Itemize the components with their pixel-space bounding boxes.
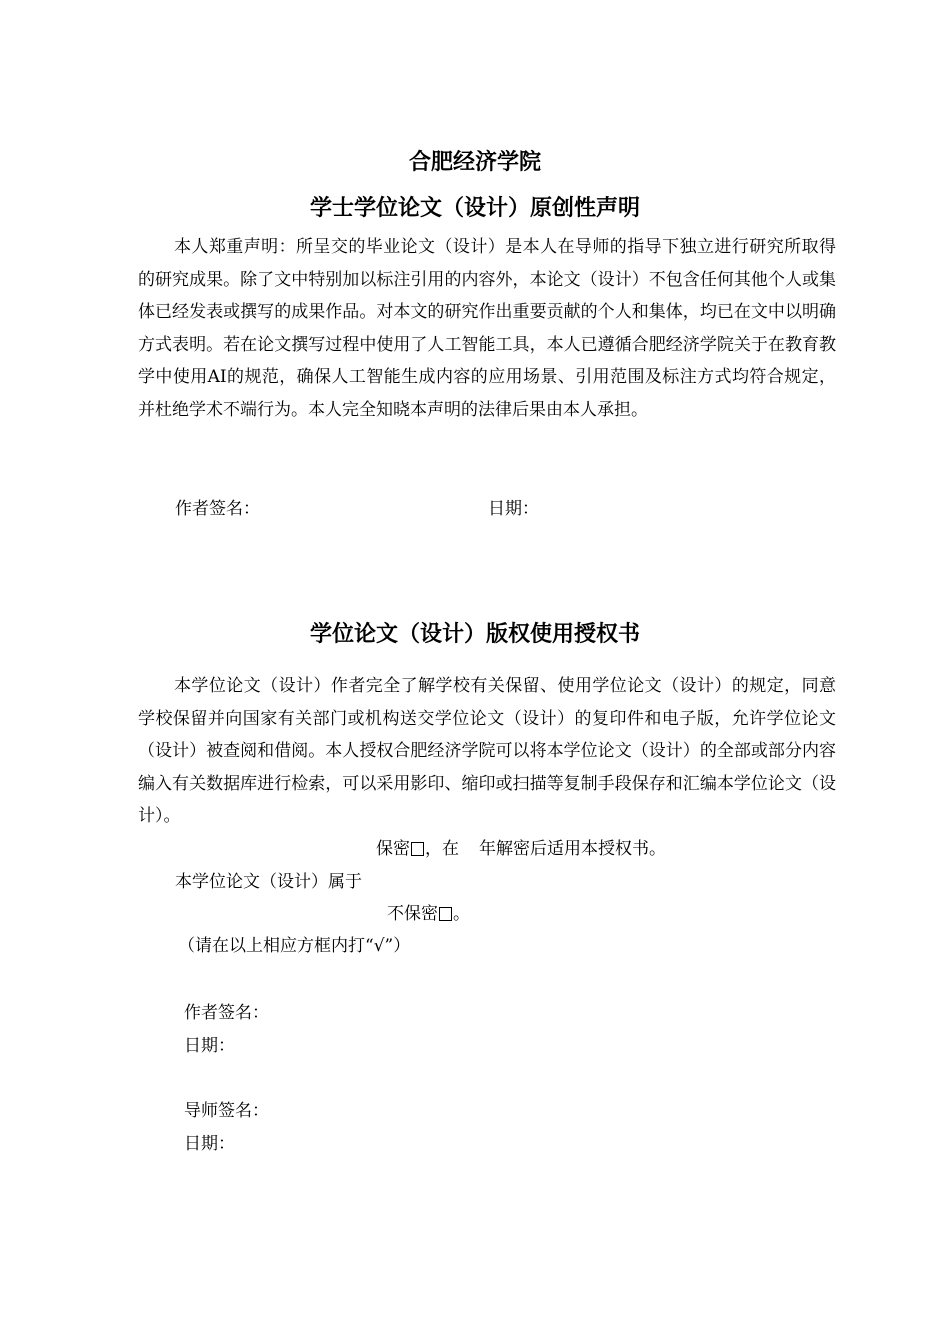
belongs-label: 本学位论文（设计）属于 — [175, 872, 362, 892]
secret-label: 保密 — [376, 839, 410, 859]
not-secret-checkbox[interactable] — [439, 907, 452, 921]
authorization-body: 本学位论文（设计）作者完全了解学校有关保留、使用学位论文（设计）的规定，同意学校保留并向国家有关部门或机构送交学位论文（设计）的复印件和电子版，允许学位论文（设计）被查阅和借阅。本人授权合肥经济学院可以将本学位论文（设计）的全部或部分内容编入有关数据库进行检索，可以采用影印、缩印或扫描等复制手段保存和汇编本学位论文（设计）。 — [138, 676, 836, 826]
not-secret-suffix: 。 — [453, 904, 470, 924]
school-name: 合肥经济学院 — [408, 150, 541, 175]
secret-option-row — [376, 837, 666, 861]
declaration-title: 学士学位论文（设计）原创性声明 — [309, 196, 640, 221]
declaration-body: 本人郑重声明：所呈交的毕业论文（设计）是本人在导师的指导下独立进行研究所取得的研究成果。除了文中特别加以标注引用的内容外，本论文（设计）不包含任何其他个人或集体已经发表或撰写的成果作品。对本文的研究作出重要贡献的个人和集体，均已在文中以明确方式表明。若在论文撰写过程中使用了人工智能工具，本人已遵循合肥经济学院关于在教育教学中使用AI的规范，确保人工智能生成内容的应用场景、引用范围及标注方式均符合规定，并杜绝学术不端行为。本人完全知晓本声明的法律后果由本人承担。 — [138, 237, 836, 420]
auth-author-date-label: 日期： — [184, 1036, 235, 1056]
auth-author-signature-label: 作者签名： — [184, 1003, 269, 1023]
not-secret-label: 不保密 — [387, 904, 438, 924]
declaration-date-label: 日期： — [488, 499, 539, 519]
advisor-date-label: 日期： — [184, 1134, 235, 1154]
declaration-signature-row — [175, 497, 539, 521]
secret-checkbox[interactable] — [411, 842, 424, 856]
secret-middle-text: ，在 — [425, 839, 459, 859]
advisor-signature-label: 导师签名： — [184, 1101, 269, 1121]
authorization-title: 学位论文（设计）版权使用授权书 — [309, 622, 640, 647]
author-signature-label: 作者签名： — [175, 499, 260, 519]
checkbox-instruction: （请在以上相应方框内打“√”） — [178, 936, 411, 956]
secret-suffix-text: 年解密后适用本授权书。 — [479, 839, 666, 859]
not-secret-option-row — [387, 902, 470, 926]
